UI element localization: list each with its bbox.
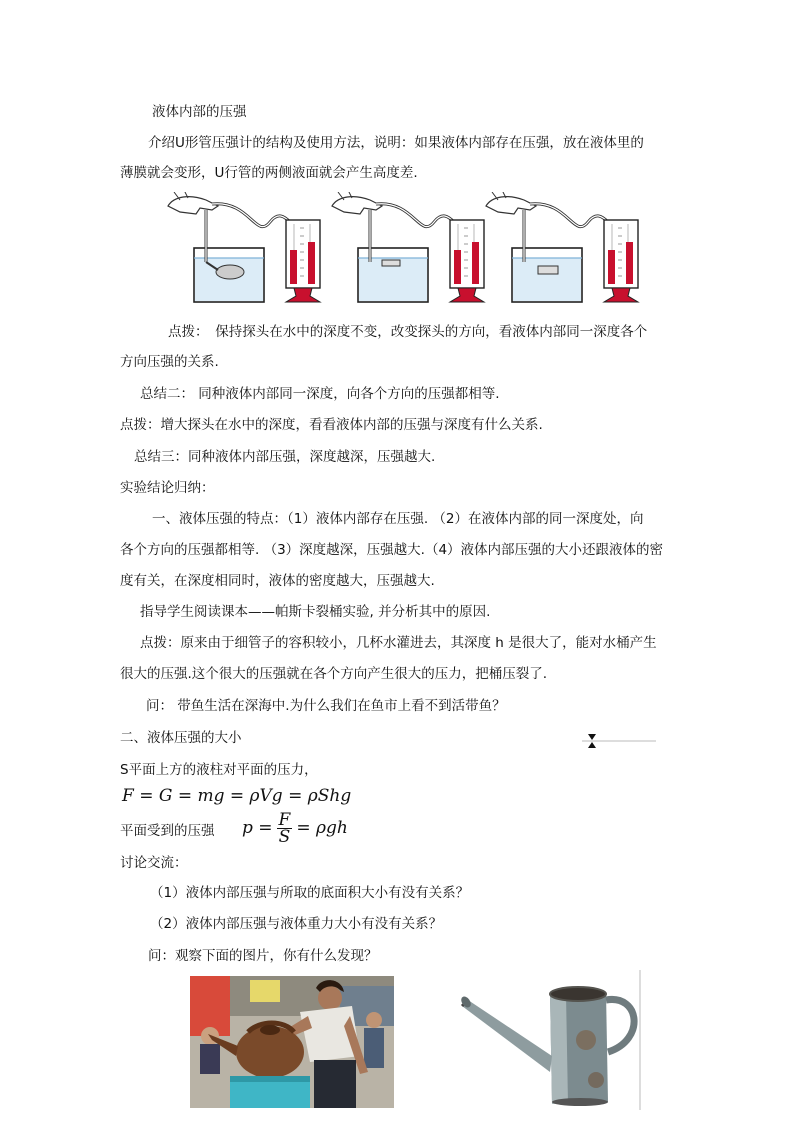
conclusion-line-1: 一、液体压强的特点：（1）液体内部存在压强. （2）在液体内部的同一深度处，向 [152,511,644,527]
question-ribbonfish: 问： 带鱼生活在深海中.为什么我们在鱼市上看不到活带鱼？ [146,698,506,714]
tip1-line-2: 方向压强的关系. [120,354,219,370]
photo-watering-can [456,970,642,1110]
u-tube-manometer-illustration [160,192,640,306]
fraction-denominator: S [278,827,291,847]
pressure-label: 平面受到的压强 [120,823,215,839]
tip1-line-1: 点拨： 保持探头在水中的深度不变，改变探头的方向，看液体内部同一深度各个 [168,324,648,340]
tip3-line-1: 点拨：原来由于细管子的容积较小，几杯水灌进去，其深度 h 是很大了，能对水桶产生 [140,635,657,651]
summary-two: 总结二： 同种液体内部同一深度，向各个方向的压强都相等. [140,386,500,402]
tip2: 点拨：增大探头在水中的深度，看看液体内部的压强与深度有什么关系. [120,417,543,433]
summary-three: 总结三：同种液体内部压强，深度越深，压强越大. [134,449,436,465]
formula-pressure [242,812,348,845]
conclusion-line-3: 度有关，在深度相同时，液体的密度越大，压强越大. [120,573,435,589]
conclusion-line-2: 各个方向的压强都相等. （3）深度越深，压强越大.（4）液体内部压强的大小还跟液体的密 [120,542,664,558]
reading-guide: 指导学生阅读课本——帕斯卡裂桶实验, 并分析其中的原因. [140,604,491,620]
conclusion-title: 实验结论归纳： [120,480,215,496]
intro-line-2: 薄膜就会变形，U行管的两侧液面就会产生高度差. [120,165,418,181]
section-heading: 液体内部的压强 [152,104,247,120]
question-observe: 问：观察下面的图片，你有什么发现？ [148,948,378,964]
formula-pressure-rhs: = ρgh [296,818,348,838]
force-description: S平面上方的液柱对平面的压力， [120,762,318,778]
discussion-item-1: （1）液体内部压强与所取的底面积大小有没有关系？ [150,885,470,901]
formula-force: F = G = mg = ρVg = ρShg [122,786,352,806]
discussion-title: 讨论交流： [120,855,188,871]
tip3-line-2: 很大的压强.这个很大的压强就在各个方向产生很大的压力，把桶压裂了. [120,666,548,682]
fraction [277,812,293,845]
photo-man-with-kettle [190,976,394,1108]
section-two-heading: 二、液体压强的大小 [120,730,242,746]
fraction-numerator: F [278,810,291,830]
formula-pressure-lhs: p = [242,818,273,838]
intro-line-1: 介绍U形管压强计的结构及使用方法，说明：如果液体内部存在压强，放在液体里的 [148,135,644,151]
resize-marker-icon [582,733,656,749]
discussion-item-2: （2）液体内部压强与液体重力大小有没有关系？ [150,916,443,932]
